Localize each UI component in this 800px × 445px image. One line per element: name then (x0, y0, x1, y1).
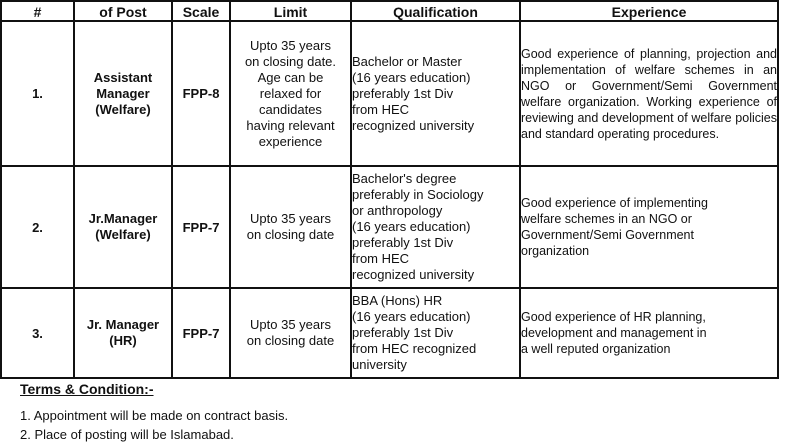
row-number (1, 288, 74, 378)
table-row (1, 288, 778, 378)
age-limit-cell (230, 288, 351, 378)
header-number: # (1, 1, 74, 21)
header-scale: Scale (172, 1, 230, 21)
scale-cell (172, 288, 230, 378)
qualification-cell (351, 288, 520, 378)
row-number (1, 166, 74, 288)
post-cell (74, 166, 172, 288)
scale-value: FPP-8 (182, 86, 220, 101)
experience-cell (520, 21, 778, 166)
scale-cell (172, 166, 230, 288)
header-experience: Experience (520, 1, 778, 21)
experience-cell (520, 166, 778, 288)
header-age-limit: Limit (230, 1, 351, 21)
row-number-text: 1. (32, 86, 43, 101)
age-limit-cell (230, 166, 351, 288)
term-item: 2. Place of posting will be Islamabad. (20, 427, 234, 442)
row-number-text: 2. (32, 219, 43, 235)
experience-text: Good experience of implementing welfare schemes in an NGO or Government/Semi Government organization (521, 196, 708, 258)
qualification-cell (351, 166, 520, 288)
row-number-text: 3. (32, 325, 43, 341)
table-row (1, 166, 778, 288)
header-post: of Post (74, 1, 172, 21)
age-limit-text: Upto 35 years on closing date (246, 211, 335, 242)
table-row (1, 21, 778, 166)
term-item: 1. Appointment will be made on contract basis. (20, 408, 289, 423)
age-limit-text: Upto 35 years on closing date (246, 317, 335, 348)
experience-cell (520, 288, 778, 378)
row-number (1, 21, 74, 166)
post-name: Assistant Manager (Welfare) (93, 69, 153, 117)
qualification-text: Bachelor's degree preferably in Sociology or anthropology (16 years education) preferably 1st Div from HEC recognized university (352, 171, 484, 282)
age-limit-cell (230, 21, 351, 166)
qualification-cell (351, 21, 520, 166)
post-name: Jr. Manager (HR) (86, 317, 160, 348)
table-header-row (1, 1, 778, 21)
scale-cell (172, 21, 230, 166)
experience-text: Good experience of planning, projection and implementation of welfare schemes in an NGO or Government/Semi Government welfare organization. Working experience of reviewing and development of welfare policies and standard operating procedures. (521, 46, 777, 141)
age-limit-text: Upto 35 years on closing date. Age can be relaxed for candidates having relevant experience (244, 37, 337, 149)
post-cell (74, 21, 172, 166)
terms-heading: Terms & Condition:- (20, 381, 154, 397)
header-qualification: Qualification (351, 1, 520, 21)
qualification-text: Bachelor or Master (16 years education) preferably 1st Div from HEC recognized university (352, 53, 475, 133)
post-name: Jr.Manager (Welfare) (88, 211, 158, 242)
scale-value: FPP-7 (182, 325, 220, 341)
experience-text: Good experience of HR planning, development and management in a well reputed organization (521, 310, 707, 356)
qualification-text: BBA (Hons) HR (16 years education) preferably 1st Div from HEC recognized university (352, 293, 477, 372)
post-cell (74, 288, 172, 378)
scale-value: FPP-7 (182, 219, 220, 235)
